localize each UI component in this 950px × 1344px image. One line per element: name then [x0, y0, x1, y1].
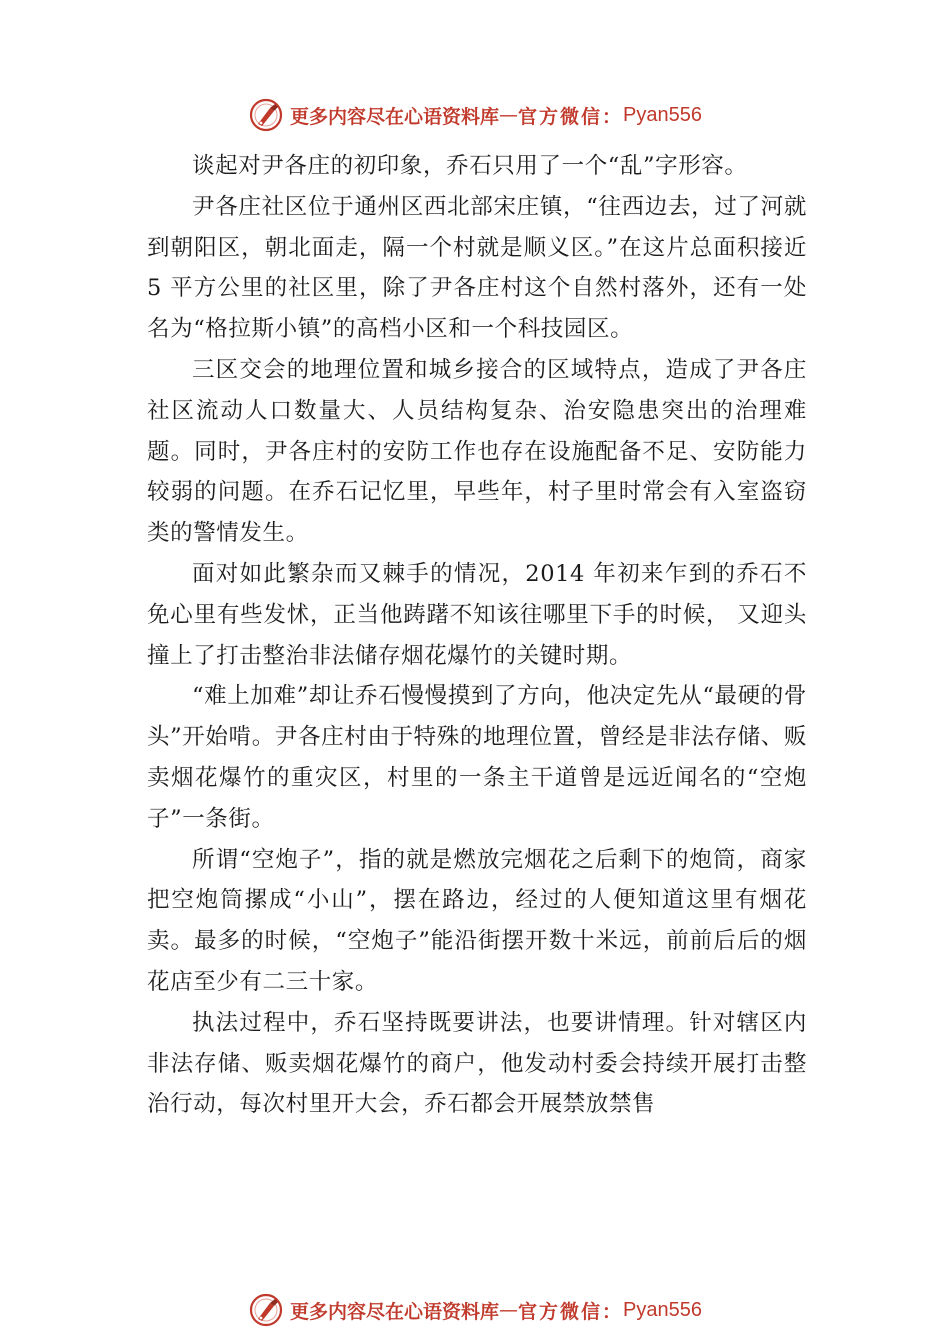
article-paragraph-7: 执法过程中，乔石坚持既要讲法，也要讲情理。针对辖区内非法存储、贩卖烟花爆竹的商户，他发动村委会持续开展打击整治行动，每次村里开大会，乔石都会开展禁放禁售 — [147, 1009, 807, 1118]
header-dash: — — [499, 104, 519, 126]
pen-nib-logo-icon — [248, 1292, 284, 1328]
footer-wechat-id: Pyan556 — [623, 1298, 702, 1321]
article-body — [147, 146, 807, 1125]
article-paragraph-4: 面对如此繁杂而又棘手的情况，2014 年初来乍到的乔石不免心里有些发怵，正当他踌躇不知该往哪里下手的时候， 又迎头撞上了打击整治非法储存烟花爆竹的关键时期。 — [147, 560, 807, 669]
article-paragraph-6: 所谓“空炮子”，指的就是燃放完烟花之后剩下的炮筒，商家把空炮筒摞成“小山”，摆在路边，经过的人便知道这里有烟花卖。最多的时候，“空炮子”能沿街摆开数十米远，前前后后的烟花店至少有二三十家。 — [147, 846, 807, 995]
footer-site-name: 更多内容尽在心语资料库 — [290, 1300, 500, 1323]
header-wechat-label: 官方微信： — [518, 105, 624, 128]
header-wechat-id: Pyan556 — [623, 103, 702, 126]
pen-nib-logo-icon — [248, 97, 284, 133]
article-paragraph-1: 谈起对尹各庄的初印象，乔石只用了一个“乱”字形容。 — [192, 153, 748, 179]
article-paragraph-3: 三区交会的地理位置和城乡接合的区域特点，造成了尹各庄社区流动人口数量大、人员结构复杂、治安隐患突出的治理难题。同时，尹各庄村的安防工作也存在设施配备不足、安防能力较弱的问题。在乔石记忆里，早些年，村子里时常会有入室盗窃类的警情发生。 — [147, 356, 807, 547]
article-paragraph-2: 尹各庄社区位于通州区西北部宋庄镇，“往西边去，过了河就到朝阳区，朝北面走，隔一个村就是顺义区。”在这片总面积接近 5 平方公里的社区里，除了尹各庄村这个自然村落外，还有一处名为“格拉斯小镇”的高档小区和一个科技园区。 — [147, 193, 807, 343]
footer-dash: — — [499, 1299, 519, 1321]
header-site-name: 更多内容尽在心语资料库 — [290, 105, 500, 128]
footer-wechat-label: 官方微信： — [518, 1300, 624, 1323]
header-watermark-banner — [0, 95, 950, 135]
article-paragraph-5: “难上加难”却让乔石慢慢摸到了方向，他决定先从“最硬的骨头”开始啃。尹各庄村由于特殊的地理位置，曾经是非法存储、贩卖烟花爆竹的重灾区，村里的一条主干道曾是远近闻名的“空炮子”一条街。 — [147, 683, 807, 832]
footer-watermark-banner — [0, 1290, 950, 1330]
